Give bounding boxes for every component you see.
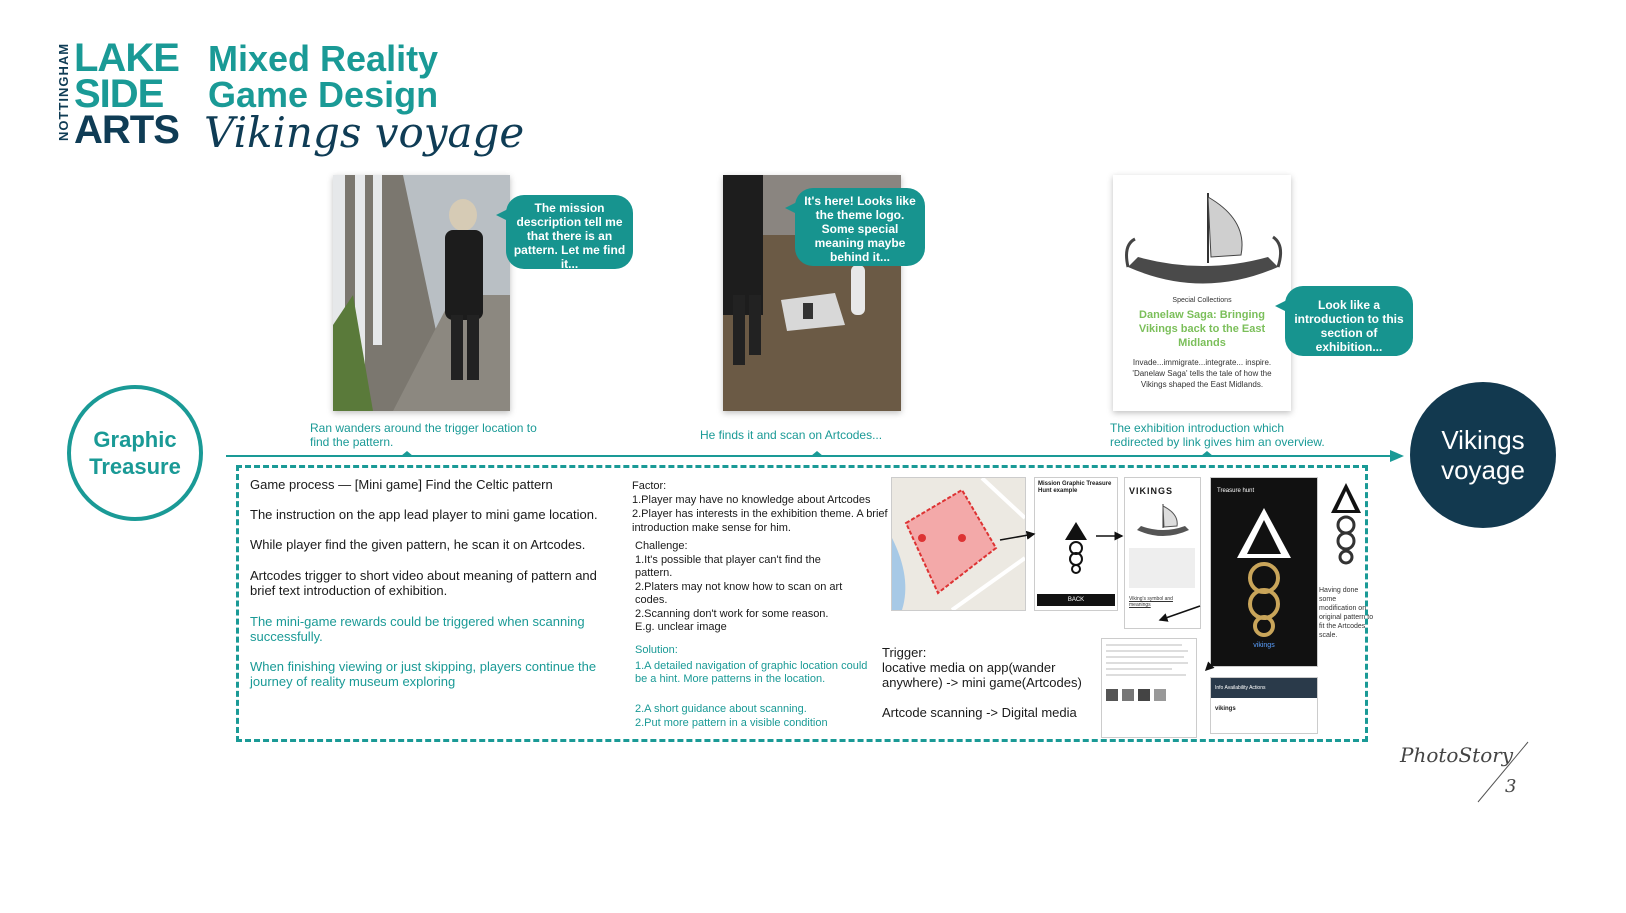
challenge-item-2: 2.Platers may not know how to scan on art codes. xyxy=(635,581,843,606)
photo-wandering xyxy=(333,175,510,411)
card-title[interactable]: Danelaw Saga: Bringing Vikings back to the East Midlands xyxy=(1138,309,1266,349)
vikings-link[interactable]: Viking's symbol and meanings xyxy=(1129,596,1173,608)
trigger-label: Trigger: xyxy=(882,645,927,660)
solution-item-1: 1.A detailed navigation of graphic location could be a hint. More patterns in the location. xyxy=(635,660,868,685)
pattern-thumbnail xyxy=(1327,483,1365,569)
back-button[interactable]: BACK xyxy=(1037,594,1115,606)
viking-ship-icon xyxy=(1113,175,1291,295)
process-step-3: Artcodes trigger to short video about meaning of pattern and brief text introduction of exhibition. xyxy=(250,568,597,598)
logo-nottingham: NOTTINGHAM xyxy=(56,42,71,142)
process-heading: Game process — [Mini game] Find the Celtic pattern xyxy=(250,477,553,492)
caption-2: He finds it and scan on Artcodes... xyxy=(700,428,883,442)
treasure-hunt-label: vikings xyxy=(1253,642,1275,649)
circle-graphic-treasure xyxy=(67,385,203,521)
page-divider xyxy=(1470,740,1530,804)
logo-side: SIDE xyxy=(74,72,164,116)
solution-item-3: 2.Put more pattern in a visible condition xyxy=(635,717,828,729)
factor-label: Factor: xyxy=(632,480,667,492)
info-item: vikings xyxy=(1215,706,1236,712)
speech-bubble-1: The mission description tell me that there is an pattern. Let me find it... xyxy=(506,195,633,269)
mission-title: Mission Graphic Treasure Hunt example xyxy=(1038,481,1112,494)
challenge-label: Challenge: xyxy=(635,540,688,552)
subtitle-vikings-voyage: Vikings voyage xyxy=(204,108,525,157)
title-game-design: Game Design xyxy=(208,74,439,115)
solution-item-2: 2.A short guidance about scanning. xyxy=(635,703,807,715)
logo-lake: LAKE xyxy=(74,36,179,80)
trigger-line-2: Artcode scanning -> Digital media xyxy=(882,705,1077,720)
speech-bubble-2: It's here! Looks like the theme logo. Some special meaning maybe behind it... xyxy=(795,188,925,266)
process-step-2: While player find the given pattern, he scan it on Artcodes. xyxy=(250,537,586,552)
caption-1: Ran wanders around the trigger location to find the pattern. xyxy=(310,421,537,449)
caption-3: The exhibition introduction which redirected by link gives him an overview. xyxy=(1110,421,1325,449)
timeline-arrow xyxy=(226,448,1406,464)
logo-arts: ARTS xyxy=(74,108,179,152)
trigger-line-1: locative media on app(wander anywhere) -> mini game(Artcodes) xyxy=(882,660,1082,690)
process-step-1: The instruction on the app lead player to mini game location. xyxy=(250,507,598,522)
card-kicker: Special Collections xyxy=(1172,297,1232,304)
circle-vikings-voyage-label: Vikings voyage xyxy=(1441,425,1525,485)
vikings-screen-title: VIKINGS xyxy=(1129,486,1174,496)
photostory-label: PhotoStory xyxy=(1400,743,1514,767)
side-note: Having done some modification on original pattern to fit the Artcodes scale. xyxy=(1319,587,1374,639)
challenge-item-1: 1.It's possible that player can't find the pattern. xyxy=(635,554,821,579)
solution-label: Solution: xyxy=(635,644,678,656)
title-mixed-reality: Mixed Reality xyxy=(208,38,439,79)
process-step-4: The mini-game rewards could be triggered when scanning successfully. xyxy=(250,614,585,644)
page-number: 3 xyxy=(1505,776,1517,797)
card-body: Invade...immigrate...integrate... inspire. 'Danelaw Saga' tells the tale of how the Vikings shaped the East Midlands. xyxy=(1132,358,1272,389)
connector-arrows xyxy=(990,520,1310,700)
process-step-5: When finishing viewing or just skipping, players continue the journey of reality museum exploring xyxy=(250,659,597,689)
challenge-item-3: 2.Scanning don't work for some reason. E.g. unclear image xyxy=(635,608,829,633)
exhibit-card xyxy=(1113,175,1291,411)
factor-items: 1.Player may have no knowledge about Artcodes 2.Player has interests in the exhibition theme. A brief introduction make sense for him. xyxy=(632,494,888,534)
circle-graphic-treasure-label: Graphic Treasure xyxy=(89,427,181,479)
treasure-hunt-title: Treasure hunt xyxy=(1217,488,1255,494)
modified-pattern-icon xyxy=(1327,483,1365,569)
info-tabs[interactable]: Info Availability Actions xyxy=(1211,678,1317,698)
circle-vikings-voyage xyxy=(1410,382,1556,528)
speech-bubble-3: Look like a introduction to this section of exhibition... xyxy=(1285,286,1413,356)
